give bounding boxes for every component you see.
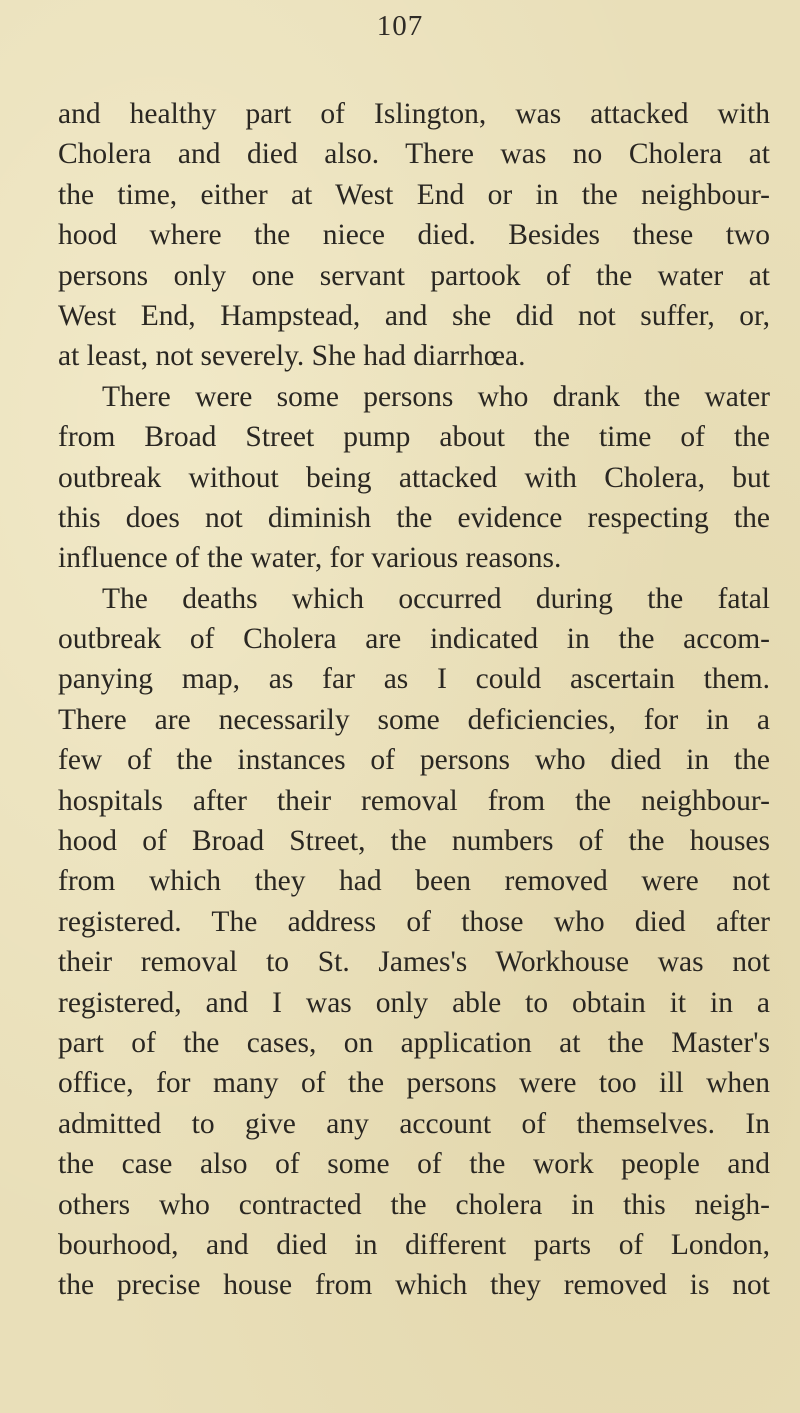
text-line: panying map, as far as I could ascertain them.: [58, 663, 770, 696]
text-line: bourhood, and died in different parts of London,: [58, 1228, 770, 1261]
text-line: office, for many of the persons were too ill when: [58, 1067, 770, 1100]
text-line: this does not diminish the evidence respecting the: [58, 501, 770, 534]
text-line: There were some persons who drank the water: [102, 380, 770, 413]
text-line: West End, Hampstead, and she did not suffer, or,: [58, 299, 770, 332]
page-number: 107: [376, 10, 424, 42]
text-line: outbreak of Cholera are indicated in the accom-: [58, 623, 770, 656]
text-line: from Broad Street pump about the time of the: [58, 421, 770, 454]
text-line: and healthy part of Islington, was attacked with: [58, 98, 770, 130]
text-line: part of the cases, on application at the Master's: [58, 1026, 770, 1059]
text-line: registered, and I was only able to obtain it in a: [58, 986, 770, 1019]
text-line: Cholera and died also. There was no Cholera at: [58, 138, 770, 171]
text-line: The deaths which occurred during the fatal: [102, 582, 770, 615]
text-line: registered. The address of those who died after: [58, 905, 770, 938]
text-line: few of the instances of persons who died in the: [58, 744, 770, 777]
text-line: outbreak without being attacked with Cholera, but: [58, 461, 770, 494]
text-line: others who contracted the cholera in this neigh-: [58, 1188, 770, 1221]
text-line: hood of Broad Street, the numbers of the houses: [58, 825, 770, 858]
text-line: hood where the niece died. Besides these two: [58, 219, 770, 252]
text-line: at least, not severely. She had diarrhœa.: [58, 340, 526, 373]
text-line: the precise house from which they removed is not: [58, 1269, 770, 1302]
text-line: the case also of some of the work people and: [58, 1148, 770, 1181]
text-line: the time, either at West End or in the neighbour-: [58, 178, 770, 211]
text-line: their removal to St. James's Workhouse was not: [58, 946, 770, 979]
text-line: admitted to give any account of themselves. In: [58, 1107, 770, 1140]
body-text: [58, 94, 770, 1306]
text-line: hospitals after their removal from the neighbour-: [58, 784, 770, 817]
text-line: There are necessarily some deficiencies, for in a: [58, 703, 770, 736]
text-line: from which they had been removed were not: [58, 865, 770, 898]
text-line: influence of the water, for various reasons.: [58, 542, 562, 575]
text-line: persons only one servant partook of the water at: [58, 259, 770, 292]
